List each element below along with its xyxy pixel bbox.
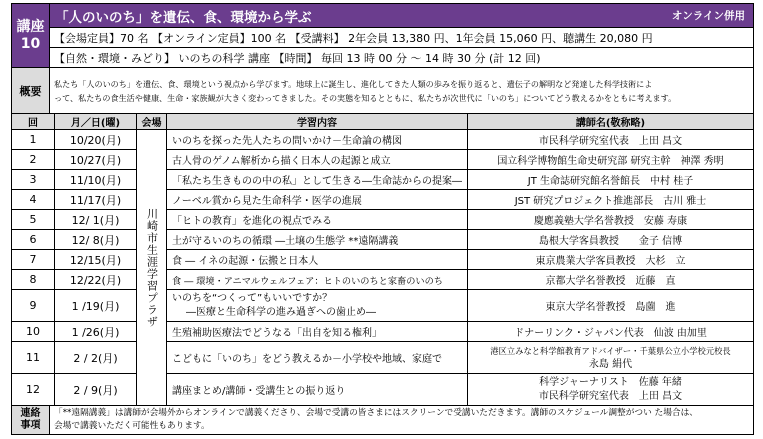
row-lecturer [468, 342, 753, 373]
row-num-text: 1 [29, 133, 37, 146]
row-lecturer [468, 190, 753, 209]
row-lecturer [468, 374, 753, 405]
row-num [12, 230, 54, 249]
row-num-text: 11 [26, 351, 40, 364]
row-lecturer-text: 市民科学研究室代表 上田 昌文 [538, 390, 683, 402]
row-content-text: いのちを探った先人たちの問いかけ－生命論の構図 [172, 136, 402, 147]
row-date-text: 2 / 2(月) [73, 351, 118, 365]
row-num-text: 3 [29, 173, 37, 186]
row-content-text: 土が守るいのちの循環 ―土壌の生態学 **遠隔講義 [172, 236, 399, 247]
divider [49, 405, 50, 434]
divider [49, 27, 753, 28]
row-lecturer [468, 250, 753, 269]
row-date [55, 190, 136, 209]
col-header-lecturer-text: 講師名(敬称略) [575, 118, 646, 129]
info-text-1: 【会場定員】70 名 【オンライン定員】100 名 【受講料】 2年会員 13,380 円、1年会員 15,060 円、聴講生 20,080 円 [54, 31, 653, 45]
divider [12, 249, 137, 250]
overview-text [50, 68, 753, 113]
row-num-text: 10 [26, 325, 40, 338]
row-lecturer [468, 130, 753, 149]
row-lecturer-text: 島根大学客員教授 金子 信博 [538, 236, 683, 247]
divider [167, 209, 753, 210]
row-lecturer [468, 170, 753, 189]
row-content [167, 270, 467, 289]
divider [12, 321, 137, 322]
row-lecturer [468, 290, 753, 321]
row-num [12, 322, 54, 341]
row-num-text: 8 [29, 273, 37, 286]
row-date [55, 322, 136, 341]
row-content-text: いのちを“つくって”もいいですか？ [172, 292, 333, 304]
course-label [12, 4, 49, 67]
venue-text: 川崎市生涯学習プラザ [145, 207, 159, 328]
row-num [12, 342, 54, 373]
row-content [167, 150, 467, 169]
row-lecturer-text: 京都大学名誉教授 近藤 直 [545, 276, 676, 287]
col-header-venue [137, 114, 166, 129]
divider [167, 341, 753, 342]
divider [12, 113, 753, 114]
divider [167, 373, 753, 374]
row-num-text: 5 [29, 213, 37, 226]
row-content-text: 講座まとめ/講師・受講生との振り返り [172, 386, 346, 397]
row-lecturer [468, 322, 753, 341]
divider [12, 405, 753, 406]
divider [167, 169, 753, 170]
row-num-text: 12 [26, 383, 40, 396]
row-num-text: 7 [29, 253, 37, 266]
online-badge: オンライン併用 [671, 10, 745, 22]
divider [12, 189, 137, 190]
row-content-text: 食 ― 環境・アニマルウェルフェア：ヒトのいのちと家畜のいのち [172, 275, 443, 287]
row-lecturer-text: 港区立みなと科学館教育アドバイザー・千葉県公立小学校元校長 [490, 345, 731, 356]
divider [12, 67, 753, 68]
row-content-text: 「ヒトの教育」を進化の視点でみる [172, 216, 332, 227]
col-header-date-text: 月／日(曜) [70, 118, 121, 129]
divider [12, 269, 137, 270]
info-line-2 [50, 48, 753, 67]
overview-label [12, 68, 49, 113]
row-date [55, 374, 136, 405]
row-content-text: ノーベル賞から見た生命科学・医学の進展 [172, 196, 362, 207]
info-text-2: 【自然・環境・みどり】 いのちの科学 講座 【時間】 毎回 13 時 00 分 ～ 14 時 30 分 (計 12 回) [54, 51, 541, 65]
row-date-text: 11/10(月) [69, 173, 122, 187]
row-content [167, 210, 467, 229]
col-header-lecturer [468, 114, 753, 129]
row-num [12, 250, 54, 269]
row-content [167, 170, 467, 189]
divider [467, 113, 468, 405]
notes-text [50, 406, 753, 434]
row-lecturer-text: 東京農業大学客員教授 大杉 立 [535, 256, 686, 267]
row-content [167, 290, 467, 321]
row-content-text: こどもに「いのち」をどう教えるか－小学校や地域、家庭で [172, 354, 442, 365]
divider [167, 229, 753, 230]
divider [12, 149, 137, 150]
row-lecturer [468, 270, 753, 289]
row-num-text: 9 [29, 299, 37, 312]
row-date-text: 10/20(月) [69, 133, 122, 147]
divider [12, 341, 137, 342]
course-label-text: 講座 [16, 18, 45, 35]
notes-label-text: 事項 [20, 420, 41, 431]
row-date [55, 210, 136, 229]
row-num-text: 2 [29, 153, 37, 166]
row-num [12, 290, 54, 321]
row-lecturer-text: JT 生命誌研究館名誉館長 中村 桂子 [527, 176, 694, 187]
row-num [12, 170, 54, 189]
divider [49, 4, 50, 114]
row-lecturer-text: 慶應義塾大学名誉教授 安藤 寿康 [533, 216, 688, 227]
row-num-text: 6 [29, 233, 37, 246]
row-content-text: 食 ― イネの起源・伝搬と日本人 [172, 256, 319, 267]
col-header-date [55, 114, 136, 129]
row-date-text: 12/15(月) [69, 253, 122, 267]
row-content [167, 322, 467, 341]
row-date [55, 342, 136, 373]
row-date-text: 12/ 1(月) [71, 213, 120, 227]
overview-label-text: 概要 [19, 84, 42, 98]
row-date [55, 230, 136, 249]
row-lecturer-text: 東京大学名誉教授 島薗 進 [545, 302, 676, 313]
row-content [167, 342, 467, 373]
course-sheet [11, 3, 754, 435]
row-date-text: 11/17(月) [69, 193, 122, 207]
row-date [55, 150, 136, 169]
row-lecturer-text: 永島 絹代 [588, 358, 633, 370]
row-date-text: 10/27(月) [69, 153, 122, 167]
row-content-text: 「私たち生きものの中の私」として生きる―生命誌からの提案― [172, 176, 462, 187]
row-content-text: 生殖補助医療法でどうなる「出自を知る権利」 [172, 328, 382, 339]
row-num-text: 4 [29, 193, 37, 206]
divider [167, 249, 753, 250]
row-lecturer [468, 150, 753, 169]
row-content [167, 230, 467, 249]
divider [136, 113, 137, 405]
course-title: 「人のいのち」を遺伝、食、環境から学ぶ [55, 9, 312, 26]
row-lecturer [468, 210, 753, 229]
row-num [12, 374, 54, 405]
row-content-subtext: ―医療と生命科学の進み過ぎへの歯止め― [186, 306, 376, 318]
row-num [12, 270, 54, 289]
col-header-content-text: 学習内容 [297, 118, 337, 129]
divider [167, 269, 753, 270]
row-lecturer [468, 230, 753, 249]
venue-cell [137, 130, 166, 405]
divider [167, 321, 753, 322]
notes-line-1: 「**遠隔講義」は講師が会場外からオンラインで講義くださり、会場で受講の皆さまにはスクリーンで受講いただきます。講師のスケジュール調整がつい た場合は、 [54, 408, 698, 418]
row-date [55, 290, 136, 321]
row-date-text: 12/ 8(月) [71, 233, 120, 247]
row-content [167, 190, 467, 209]
row-date [55, 130, 136, 149]
row-date-text: 2 / 9(月) [73, 383, 118, 397]
row-date [55, 250, 136, 269]
divider [12, 209, 137, 210]
row-lecturer-text: 市民科学研究室代表 上田 昌文 [538, 136, 683, 147]
row-date-text: 12/22(月) [69, 273, 122, 287]
row-num [12, 130, 54, 149]
divider [54, 113, 55, 405]
row-lecturer-text: 国立科学博物館生命史研究部 研究主幹 神澤 秀明 [497, 156, 724, 167]
title-bar [49, 4, 753, 27]
row-content-text: 古人骨のゲノム解析から描く日本人の起源と成立 [172, 156, 391, 167]
row-content [167, 374, 467, 405]
col-header-num-text: 回 [28, 118, 38, 129]
row-date [55, 270, 136, 289]
notes-label [12, 406, 49, 434]
row-num [12, 150, 54, 169]
row-date-text: 1 /19(月) [71, 299, 120, 313]
divider [12, 373, 137, 374]
row-date-text: 1 /26(月) [71, 325, 120, 339]
divider [12, 229, 137, 230]
col-header-num [12, 114, 54, 129]
notes-line-2: 会場で講義いただく可能性もあります。 [54, 421, 210, 431]
col-header-venue-text: 会場 [141, 118, 162, 129]
divider [167, 189, 753, 190]
row-num [12, 190, 54, 209]
divider [167, 289, 753, 290]
row-content [167, 130, 467, 149]
overview-line-1: 私たち「人のいのち」を遺伝、食、環境という視点から学びます。地球上に誕生し、進化してきた人類の歩みを振り返ると、遺伝子の解明など発達した科学技術によ [54, 78, 653, 89]
row-lecturer-text: JST 研究プロジェクト推進部長 古川 雅士 [514, 196, 707, 207]
divider [166, 113, 167, 405]
row-num [12, 210, 54, 229]
notes-label-text: 連絡 [20, 408, 41, 419]
overview-line-2: って、私たちの食生活や健康、生命・家族観が大きく変わってきました。その実態を知るとともに、私たちが次世代に「いのち」についてどう教えるかをともに考えます。 [54, 92, 677, 103]
info-line-1 [50, 28, 753, 47]
row-date [55, 170, 136, 189]
divider [12, 129, 753, 130]
row-lecturer-text: ドナーリンク・ジャパン代表 仙波 由加里 [514, 328, 707, 339]
row-lecturer-text: 科学ジャーナリスト 佐藤 年緒 [539, 376, 682, 388]
course-number: 10 [20, 35, 41, 52]
divider [12, 289, 137, 290]
col-header-content [167, 114, 467, 129]
divider [12, 169, 137, 170]
divider [49, 47, 753, 48]
row-content [167, 250, 467, 269]
divider [167, 149, 753, 150]
